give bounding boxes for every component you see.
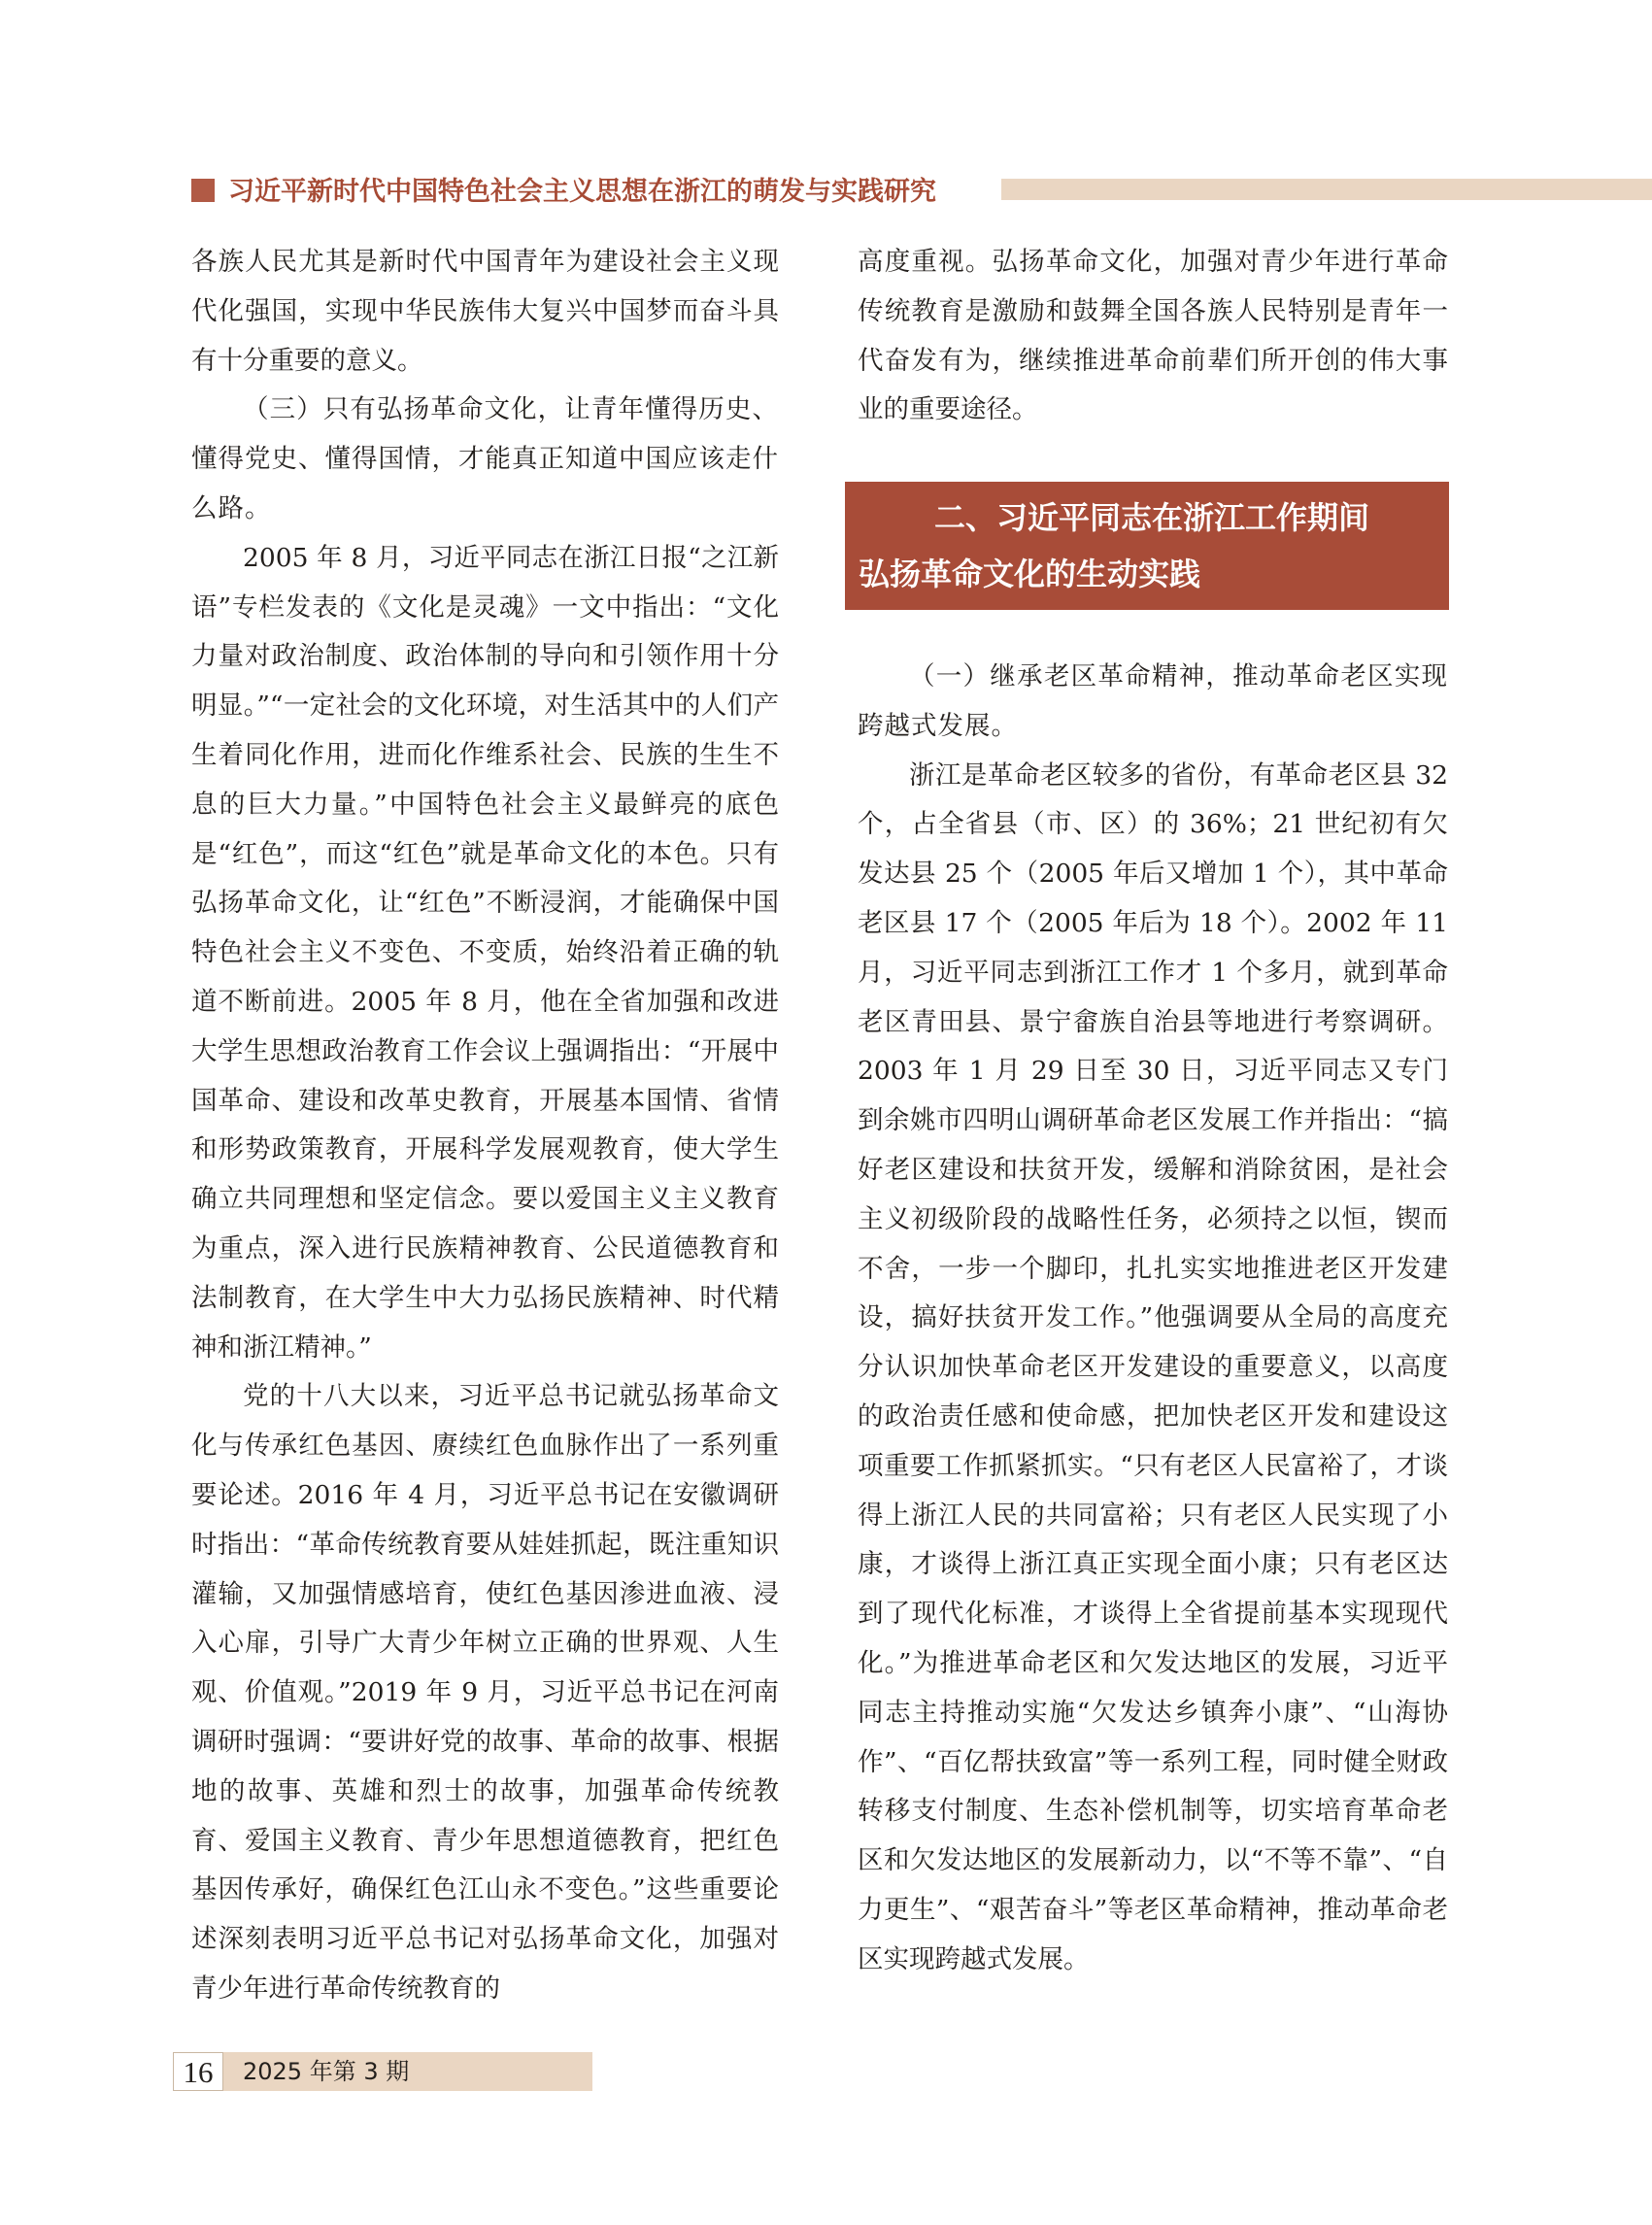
left-column: [191, 238, 779, 2014]
section-title-line1: 二、习近平同志在浙江工作期间: [934, 499, 1370, 536]
subheading: （一）继承老区革命精神，推动革命老区实现跨越式发展。: [858, 661, 1448, 741]
paragraph: 高度重视。弘扬革命文化，加强对青少年进行革命传统教育是激励和鼓舞全国各族人民特别是青年一代奋发有为，继续推进革命前辈们所开创的伟大事业的重要途径。: [858, 247, 1448, 425]
header-decorative-bar: [1001, 179, 1652, 200]
right-column-top: [858, 238, 1448, 461]
paragraph: 浙江是革命老区较多的省份，有革命老区县 32 个，占全省县（市、区）的 36%；21 世纪初有欠发达县 25 个（2005 年后又增加 1 个），其中革命老区县 17 个（2005 年后为 18 个）。2002 年 11 月，习近平同志到浙江工作才 1 个多月，就到革命老区青田县、景宁畲族自治县等地进行考察调研。2003 年 1 月 29 日至 30 日，习近平同志又专门到余姚市四明山调研革命老区发展工作并指出：“搞好老区建设和扶贫开发，缓解和消除贫困，是社会主义初级阶段的战略性任务，必须持之以恒，锲而不舍，一步一个脚印，扎扎实实地推进老区开发建设，搞好扶贫开发工作。”他强调要从全局的高度充分认识加快革命老区开发建设的重要意义，以高度的政治责任感和使命感，把加快老区开发和建设这项重要工作抓紧抓实。“只有老区人民富裕了，才谈得上浙江人民的共同富裕；只有老区人民实现了小康，才谈得上浙江真正实现全面小康；只有老区达到了现代化标准，才谈得上全省提前基本实现现代化。”为推进革命老区和欠发达地区的发展，习近平同志主持推动实施“欠发达乡镇奔小康”、“山海协作”、“百亿帮扶致富”等一系列工程，同时健全财政转移支付制度、生态补偿机制等，切实培育革命老区和欠发达地区的发展新动力，以“不等不靠”、“自力更生”、“艰苦奋斗”等老区革命精神，推动革命老区实现跨越式发展。: [858, 759, 1448, 1974]
section-heading: [845, 482, 1449, 610]
paragraph: 党的十八大以来，习近平总书记就弘扬革命文化与传承红色基因、赓续红色血脉作出了一系列重要论述。2016 年 4 月，习近平总书记在安徽调研时指出：“革命传统教育要从娃娃抓起，既注重知识灌输，又加强情感培育，使红色基因渗进血液、浸入心扉，引导广大青少年树立正确的世界观、人生观、价值观。”2019 年 9 月，习近平总书记在河南调研时强调：“要讲好党的故事、革命的故事、根据地的故事、英雄和烈士的故事，加强革命传统教育、爱国主义教育、青少年思想道德教育，把红色基因传承好，确保红色江山永不变色。”这些重要论述深刻表明习近平总书记对弘扬革命文化，加强对青少年进行革命传统教育的: [191, 1381, 779, 2004]
right-column-body: [858, 653, 1448, 1985]
issue-label: 2025 年第 3 期: [223, 2052, 592, 2091]
section-title-line2: 弘扬革命文化的生动实践: [859, 556, 1201, 592]
page-number: 16: [173, 2052, 223, 2091]
running-header: [191, 173, 1652, 212]
header-square-icon: [191, 179, 215, 202]
paragraph: 各族人民尤其是新时代中国青年为建设社会主义现代化强国，实现中华民族伟大复兴中国梦而奋斗具有十分重要的意义。: [191, 247, 779, 376]
header-title: 习近平新时代中国特色社会主义思想在浙江的萌发与实践研究: [228, 177, 936, 207]
subheading: （三）只有弘扬革命文化，让青年懂得历史、懂得党史、懂得国情，才能真正知道中国应该走什么路。: [191, 394, 779, 523]
paragraph: 2005 年 8 月，习近平同志在浙江日报“之江新语”专栏发表的《文化是灵魂》一文中指出：“文化力量对政治制度、政治体制的导向和引领作用十分明显。”“一定社会的文化环境，对生活其中的人们产生着同化作用，进而化作维系社会、民族的生生不息的巨大力量。”中国特色社会主义最鲜亮的底色是“红色”，而这“红色”就是革命文化的本色。只有弘扬革命文化，让“红色”不断浸润，才能确保中国特色社会主义不变色、不变质，始终沿着正确的轨道不断前进。2005 年 8 月，他在全省加强和改进大学生思想政治教育工作会议上强调指出：“开展中国革命、建设和改革史教育，开展基本国情、省情和形势政策教育，开展科学发展观教育，使大学生确立共同理想和坚定信念。要以爱国主义主义教育为重点，深入进行民族精神教育、公民道德教育和法制教育，在大学生中大力弘扬民族精神、时代精神和浙江精神。”: [191, 542, 779, 1363]
